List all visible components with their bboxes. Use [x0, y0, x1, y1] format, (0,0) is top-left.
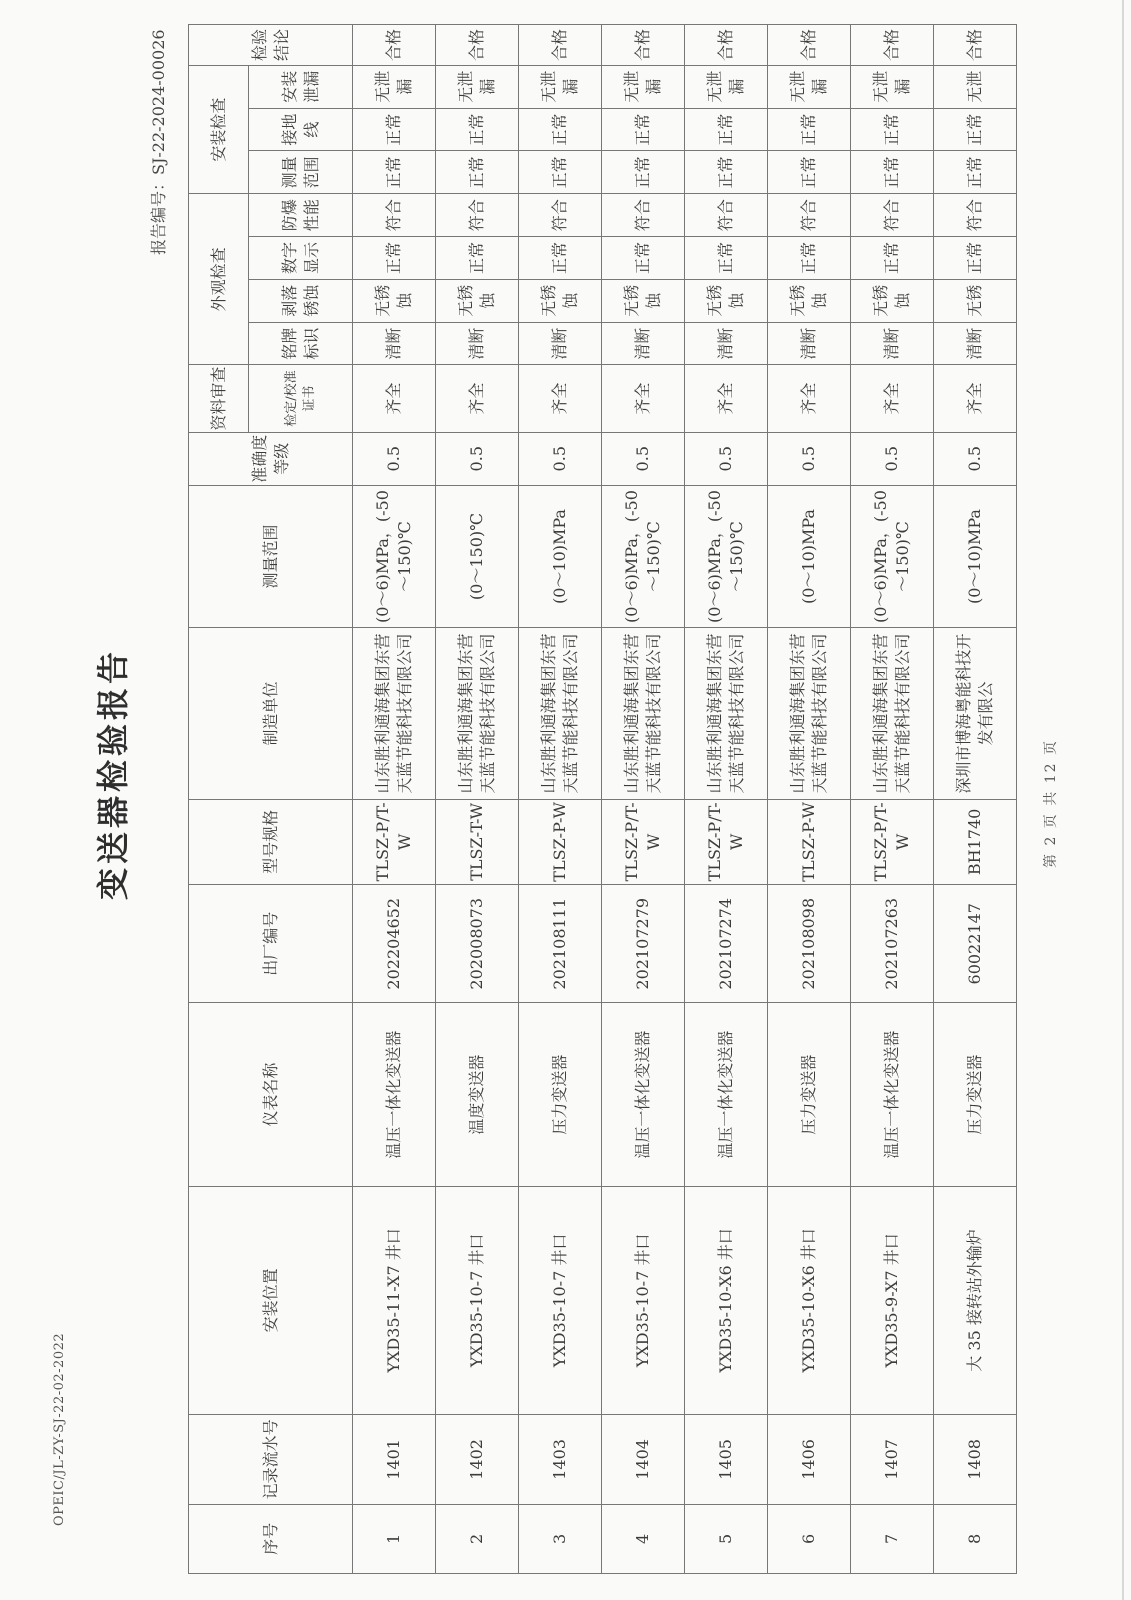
cell-conclusion: 合格 [851, 25, 934, 66]
cell-corrosion: 无锈 [934, 279, 1017, 322]
cell-range: (0～6)MPa，(-50～150)℃ [685, 485, 768, 628]
cell-display: 正常 [685, 237, 768, 280]
cell-explosion: 符合 [934, 194, 1017, 237]
cell-conclusion: 合格 [685, 25, 768, 66]
header-docs-group: 资料审查 [189, 365, 249, 432]
cell-location: YXD35-11-X7 井口 [353, 1186, 436, 1414]
cell-index: 6 [768, 1504, 851, 1573]
cell-record-no: 1401 [353, 1415, 436, 1505]
cell-record-no: 1403 [519, 1415, 602, 1505]
cell-display: 正常 [851, 237, 934, 280]
cell-maker: 山东胜利通海集团东营天蓝节能科技有限公司 [519, 628, 602, 799]
cell-model: TLSZ-P/T-W [851, 799, 934, 885]
header-install-group: 安装检查 [189, 65, 249, 193]
cell-accuracy: 0.5 [685, 432, 768, 485]
cell-index: 2 [436, 1504, 519, 1573]
cell-maker: 山东胜利通海集团东营天蓝节能科技有限公司 [602, 628, 685, 799]
cell-model: TLSZ-P/T-W [602, 799, 685, 885]
cell-leak: 无泄漏 [851, 65, 934, 108]
cell-instrument: 压力变送器 [934, 1003, 1017, 1186]
cell-accuracy: 0.5 [851, 432, 934, 485]
cell-location: 大 35 接转站外输炉 [934, 1186, 1017, 1414]
cell-instrument: 温压一体化变送器 [602, 1003, 685, 1186]
header-index: 序号 [189, 1504, 353, 1573]
header-grounding: 接地线 [249, 108, 353, 151]
cell-grounding: 正常 [851, 108, 934, 151]
cell-docs: 齐全 [685, 365, 768, 432]
cell-location: YXD35-10-X6 井口 [685, 1186, 768, 1414]
cell-explosion: 符合 [768, 194, 851, 237]
cell-grounding: 正常 [768, 108, 851, 151]
cell-model: TLSZ-T-W [436, 799, 519, 885]
cell-explosion: 符合 [436, 194, 519, 237]
cell-maker: 山东胜利通海集团东营天蓝节能科技有限公司 [851, 628, 934, 799]
cell-explosion: 符合 [602, 194, 685, 237]
table-row [436, 25, 519, 1574]
table-row [519, 25, 602, 1574]
cell-instrument: 温度变送器 [436, 1003, 519, 1186]
cell-model: TLSZ-P/T-W [685, 799, 768, 885]
cell-instrument: 温压一体化变送器 [685, 1003, 768, 1186]
cell-display: 正常 [934, 237, 1017, 280]
header-nameplate: 铭牌标识 [249, 322, 353, 365]
table-body [353, 25, 1017, 1574]
cell-range: (0～10)MPa [768, 485, 851, 628]
cell-grounding: 正常 [602, 108, 685, 151]
cell-grounding: 正常 [353, 108, 436, 151]
cell-instrument: 温压一体化变送器 [851, 1003, 934, 1186]
cell-docs: 齐全 [851, 365, 934, 432]
cell-display: 正常 [436, 237, 519, 280]
header-leak: 安装泄漏 [249, 65, 353, 108]
cell-nameplate: 清断 [602, 322, 685, 365]
header-range: 测量范围 [189, 485, 353, 628]
cell-serial: 202107263 [851, 885, 934, 1003]
table-row [934, 25, 1017, 1574]
cell-nameplate: 清断 [436, 322, 519, 365]
cell-accuracy: 0.5 [602, 432, 685, 485]
cell-record-no: 1402 [436, 1415, 519, 1505]
cell-index: 5 [685, 1504, 768, 1573]
cell-grounding: 正常 [934, 108, 1017, 151]
cell-corrosion: 无锈蚀 [436, 279, 519, 322]
cell-display: 正常 [602, 237, 685, 280]
cell-serial: 202108111 [519, 885, 602, 1003]
cell-measure-range: 正常 [602, 151, 685, 194]
cell-explosion: 符合 [353, 194, 436, 237]
form-code: OPEIC/JL-ZY-SJ-22-02-2022 [52, 1332, 67, 1526]
cell-measure-range: 正常 [851, 151, 934, 194]
cell-measure-range: 正常 [519, 151, 602, 194]
cell-maker: 深圳市博海粤能科技开发有限公 [934, 628, 1017, 799]
table-row [353, 25, 436, 1574]
cell-display: 正常 [519, 237, 602, 280]
header-docs-cert: 检定/校准证书 [249, 365, 353, 432]
cell-measure-range: 正常 [934, 151, 1017, 194]
table-row [851, 25, 934, 1574]
header-corrosion: 剥落锈蚀 [249, 279, 353, 322]
cell-docs: 齐全 [519, 365, 602, 432]
cell-conclusion: 合格 [436, 25, 519, 66]
cell-leak: 无泄 [934, 65, 1017, 108]
cell-conclusion: 合格 [519, 25, 602, 66]
cell-index: 3 [519, 1504, 602, 1573]
cell-maker: 山东胜利通海集团东营天蓝节能科技有限公司 [436, 628, 519, 799]
cell-model: TLSZ-P-W [768, 799, 851, 885]
cell-instrument: 温压一体化变送器 [353, 1003, 436, 1186]
header-display: 数字显示 [249, 237, 353, 280]
cell-leak: 无泄漏 [436, 65, 519, 108]
cell-measure-range: 正常 [353, 151, 436, 194]
cell-index: 4 [602, 1504, 685, 1573]
cell-model: TLSZ-P/T-W [353, 799, 436, 885]
table-row [602, 25, 685, 1574]
cell-accuracy: 0.5 [436, 432, 519, 485]
header-appearance-group: 外观检查 [189, 194, 249, 365]
table-row [768, 25, 851, 1574]
header-location: 安装位置 [189, 1186, 353, 1414]
cell-serial: 202204652 [353, 885, 436, 1003]
header-instrument: 仪表名称 [189, 1003, 353, 1186]
inspection-table [188, 24, 1017, 1574]
cell-nameplate: 清断 [685, 322, 768, 365]
cell-maker: 山东胜利通海集团东营天蓝节能科技有限公司 [768, 628, 851, 799]
cell-model: BH1740 [934, 799, 1017, 885]
cell-location: YXD35-10-7 井口 [519, 1186, 602, 1414]
header-conclusion: 检验结论 [189, 25, 353, 66]
cell-serial: 202107274 [685, 885, 768, 1003]
page-footer: 第 2 页 共 12 页 [1043, 739, 1059, 868]
cell-measure-range: 正常 [436, 151, 519, 194]
cell-corrosion: 无锈蚀 [353, 279, 436, 322]
cell-maker: 山东胜利通海集团东营天蓝节能科技有限公司 [353, 628, 436, 799]
cell-nameplate: 清断 [353, 322, 436, 365]
cell-location: YXD35-10-X6 井口 [768, 1186, 851, 1414]
cell-docs: 齐全 [353, 365, 436, 432]
cell-range: (0～10)MPa [519, 485, 602, 628]
header-record-no: 记录流水号 [189, 1415, 353, 1505]
cell-instrument: 压力变送器 [768, 1003, 851, 1186]
header-explosion: 防爆性能 [249, 194, 353, 237]
header-serial: 出厂编号 [189, 885, 353, 1003]
header-maker: 制造单位 [189, 628, 353, 799]
cell-corrosion: 无锈蚀 [851, 279, 934, 322]
cell-accuracy: 0.5 [934, 432, 1017, 485]
cell-docs: 齐全 [768, 365, 851, 432]
cell-docs: 齐全 [436, 365, 519, 432]
cell-grounding: 正常 [519, 108, 602, 151]
cell-display: 正常 [353, 237, 436, 280]
cell-record-no: 1406 [768, 1415, 851, 1505]
cell-serial: 60022147 [934, 885, 1017, 1003]
cell-location: YXD35-9-X7 井口 [851, 1186, 934, 1414]
cell-record-no: 1408 [934, 1415, 1017, 1505]
cell-nameplate: 清断 [851, 322, 934, 365]
cell-leak: 无泄漏 [602, 65, 685, 108]
cell-location: YXD35-10-7 井口 [602, 1186, 685, 1414]
cell-accuracy: 0.5 [519, 432, 602, 485]
header-model: 型号规格 [189, 799, 353, 885]
cell-explosion: 符合 [685, 194, 768, 237]
cell-index: 1 [353, 1504, 436, 1573]
header-accuracy: 准确度等级 [189, 432, 353, 485]
cell-leak: 无泄漏 [685, 65, 768, 108]
cell-maker: 山东胜利通海集团东营天蓝节能科技有限公司 [685, 628, 768, 799]
cell-serial: 202008073 [436, 885, 519, 1003]
cell-conclusion: 合格 [768, 25, 851, 66]
cell-docs: 齐全 [602, 365, 685, 432]
cell-conclusion: 合格 [353, 25, 436, 66]
cell-docs: 齐全 [934, 365, 1017, 432]
cell-leak: 无泄漏 [519, 65, 602, 108]
cell-range: (0～6)MPa，(-50～150)℃ [851, 485, 934, 628]
cell-record-no: 1405 [685, 1415, 768, 1505]
cell-accuracy: 0.5 [353, 432, 436, 485]
cell-nameplate: 清断 [519, 322, 602, 365]
cell-range: (0～6)MPa，(-50～150)℃ [602, 485, 685, 628]
cell-record-no: 1407 [851, 1415, 934, 1505]
cell-index: 8 [934, 1504, 1017, 1573]
cell-leak: 无泄漏 [353, 65, 436, 108]
cell-model: TLSZ-P-W [519, 799, 602, 885]
cell-corrosion: 无锈蚀 [685, 279, 768, 322]
cell-measure-range: 正常 [768, 151, 851, 194]
cell-instrument: 压力变送器 [519, 1003, 602, 1186]
cell-serial: 202108098 [768, 885, 851, 1003]
cell-corrosion: 无锈蚀 [768, 279, 851, 322]
cell-serial: 202107279 [602, 885, 685, 1003]
cell-conclusion: 合格 [602, 25, 685, 66]
cell-range: (0～10)MPa [934, 485, 1017, 628]
cell-range: (0～150)℃ [436, 485, 519, 628]
table-row [685, 25, 768, 1574]
cell-range: (0～6)MPa，(-50～150)℃ [353, 485, 436, 628]
cell-conclusion: 合格 [934, 25, 1017, 66]
cell-grounding: 正常 [685, 108, 768, 151]
header-measure-range: 测量范围 [249, 151, 353, 194]
cell-nameplate: 清断 [768, 322, 851, 365]
cell-record-no: 1404 [602, 1415, 685, 1505]
cell-explosion: 符合 [851, 194, 934, 237]
cell-location: YXD35-10-7 井口 [436, 1186, 519, 1414]
cell-accuracy: 0.5 [768, 432, 851, 485]
report-number: 报告编号：SJ-22-2024-00026 [149, 29, 168, 255]
cell-display: 正常 [768, 237, 851, 280]
cell-measure-range: 正常 [685, 151, 768, 194]
cell-leak: 无泄漏 [768, 65, 851, 108]
cell-grounding: 正常 [436, 108, 519, 151]
cell-corrosion: 无锈蚀 [602, 279, 685, 322]
report-title: 变送器检验报告 [94, 647, 132, 900]
cell-explosion: 符合 [519, 194, 602, 237]
cell-corrosion: 无锈蚀 [519, 279, 602, 322]
cell-nameplate: 清断 [934, 322, 1017, 365]
cell-index: 7 [851, 1504, 934, 1573]
